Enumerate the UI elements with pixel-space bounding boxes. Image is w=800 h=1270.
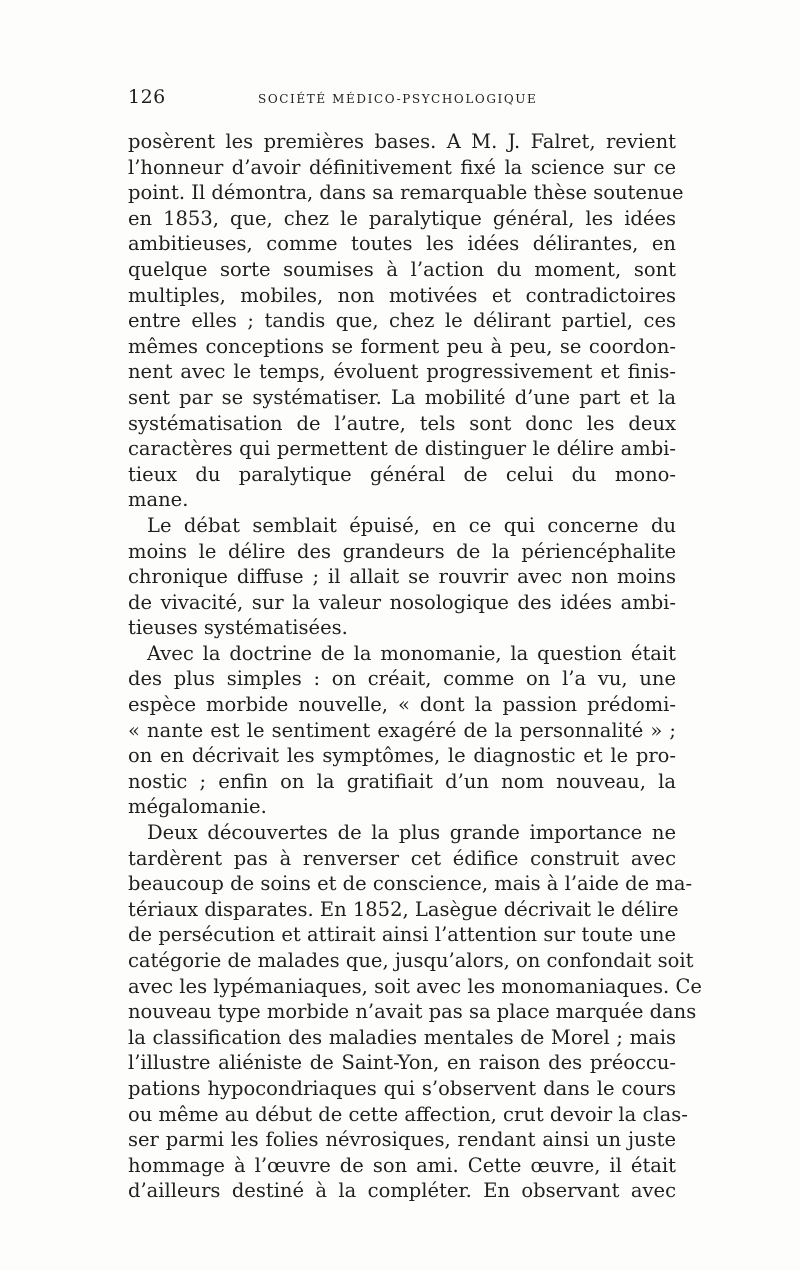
text-line: point. Il démontra, dans sa remarquable thèse soutenue [128,181,684,205]
text-line: en 1853, que, chez le paralytique général, les idées [128,206,676,230]
text-line: l’honneur d’avoir définitivement fixé la science sur ce [128,155,676,179]
paragraph-end-line: mane. [128,488,189,512]
body-text [128,129,702,1204]
text-line: de vivacité, sur la valeur nosologique des idées ambi- [128,590,676,614]
text-line: moins le délire des grandeurs de la périencéphalite [128,539,676,563]
text-line: nouveau type morbide n’avait pas sa place marquée dans [128,1000,697,1024]
text-line: tieux du paralytique général de celui du mono- [128,462,676,486]
text-line: tériaux disparates. En 1852, Lasègue décrivait le délire [128,897,679,921]
text-line: chronique diffuse ; il allait se rouvrir avec non moins [128,565,676,589]
page-number: 126 [128,86,166,108]
text-line: de persécution et attirait ainsi l’attention sur toute une [128,923,676,947]
text-line: beaucoup de soins et de conscience, mais à l’aide de ma- [128,872,693,896]
text-line: mêmes conceptions se forment peu à peu, se coordon- [128,334,676,358]
page-header [128,86,676,116]
text-line: catégorie de malades que, jusqu’alors, on confondait soit [128,949,694,972]
text-line: « nante est le sentiment exagéré de la personnalité » ; [128,718,676,742]
text-line: espèce morbide nouvelle, « dont la passion prédomi- [128,693,676,717]
text-line: nent avec le temps, évoluent progressivement et finis- [128,360,676,384]
text-line: entre elles ; tandis que, chez le délirant partiel, ces [128,309,676,333]
text-line: posèrent les premières bases. A M. J. Falret, revient [128,130,676,153]
text-line: sent par se systématiser. La mobilité d’une part et la [128,385,676,409]
text-line: multiples, mobiles, non motivées et contradictoires [128,283,676,307]
paragraph-start-line: Le débat semblait épuisé, en ce qui concerne du [147,513,676,537]
text-line: on en décrivait les symptômes, le diagnostic et le pro- [128,744,676,768]
text-line: ser parmi les folies névrosiques, rendant ainsi un juste [128,1128,676,1152]
text-line: l’illustre aliéniste de Saint-Yon, en raison des préoccu- [128,1051,676,1075]
text-line: pations hypocondriaques qui s’observent dans le cours [128,1076,676,1100]
text-line: d’ailleurs destiné à la compléter. En observant avec [128,1179,676,1203]
text-line: hommage à l’œuvre de son ami. Cette œuvre, il était [128,1153,676,1177]
paragraph-end-line: mégalomanie. [128,795,267,819]
text-line: ou même au début de cette affection, crut devoir la clas- [128,1102,688,1126]
paragraph-end-line: tieuses systématisées. [128,616,348,640]
running-title: SOCIÉTÉ MÉDICO-PSYCHOLOGIQUE [258,92,538,106]
text-line: caractères qui permettent de distinguer le délire ambi- [128,437,676,461]
text-line: quelque sorte soumises à l’action du moment, sont [128,257,676,281]
text-line: tardèrent pas à renverser cet édifice construit avec [128,846,676,870]
text-line: des plus simples : on créait, comme on l’a vu, une [128,667,676,691]
text-line: la classification des maladies mentales de Morel ; mais [128,1025,676,1049]
text-line: avec les lypémaniaques, soit avec les monomaniaques. Ce [128,974,702,998]
text-line: ambitieuses, comme toutes les idées délirantes, en [128,232,676,256]
text-line: systématisation de l’autre, tels sont donc les deux [128,411,676,435]
paragraph-start-line: Avec la doctrine de la monomanie, la question était [147,641,676,665]
text-line: nostic ; enfin on la gratifiait d’un nom nouveau, la [128,769,676,793]
paragraph-start-line: Deux découvertes de la plus grande importance ne [147,821,676,845]
